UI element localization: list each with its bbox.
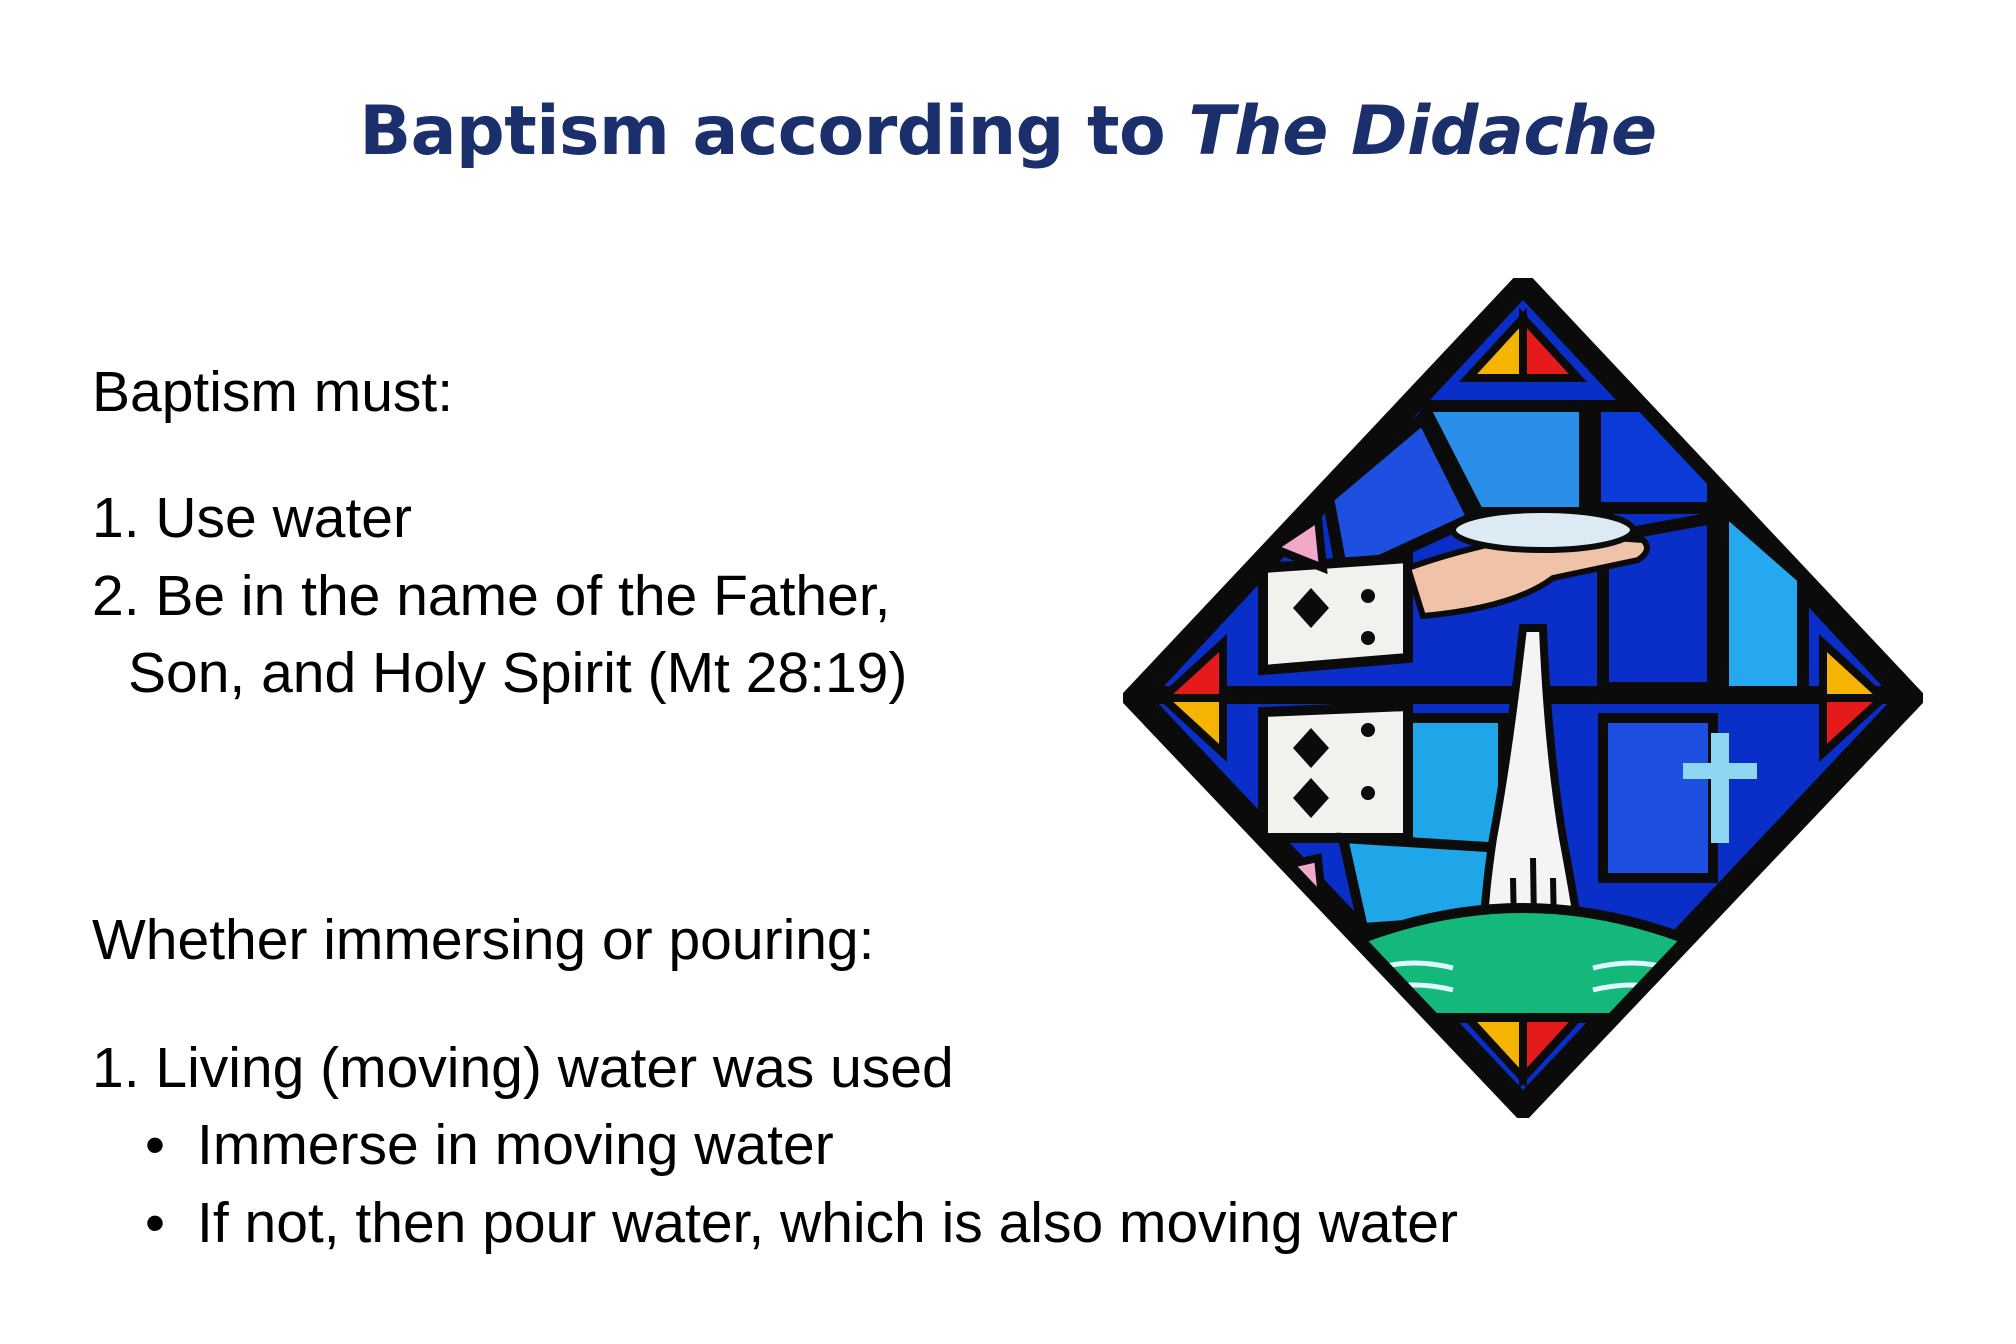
section2-heading: Whether immersing or pouring: (92, 908, 875, 972)
stained-glass-baptism-icon (1123, 278, 1923, 1118)
bullet-icon: • (145, 1113, 165, 1177)
section2-item-1: 1. Living (moving) water was used (92, 1036, 954, 1100)
title-italic: The Didache (1188, 92, 1657, 171)
section1-item-2: 2. Be in the name of the Father, (92, 564, 891, 628)
bullet-text: If not, then pour water, which is also moving water (197, 1191, 1458, 1255)
section2-bullet-1 (145, 1113, 834, 1177)
stained-glass-window (1123, 278, 1923, 1118)
bullet-text: Immerse in moving water (197, 1113, 834, 1177)
section1-heading: Baptism must: (92, 360, 454, 424)
section1-item-1: 1. Use water (92, 486, 412, 550)
section2-bullet-2 (145, 1191, 1458, 1255)
title-main: Baptism according to (359, 92, 1189, 171)
bullet-icon: • (145, 1191, 165, 1255)
slide-title (0, 92, 2016, 171)
section1-item-2-cont: Son, and Holy Spirit (Mt 28:19) (128, 641, 908, 705)
